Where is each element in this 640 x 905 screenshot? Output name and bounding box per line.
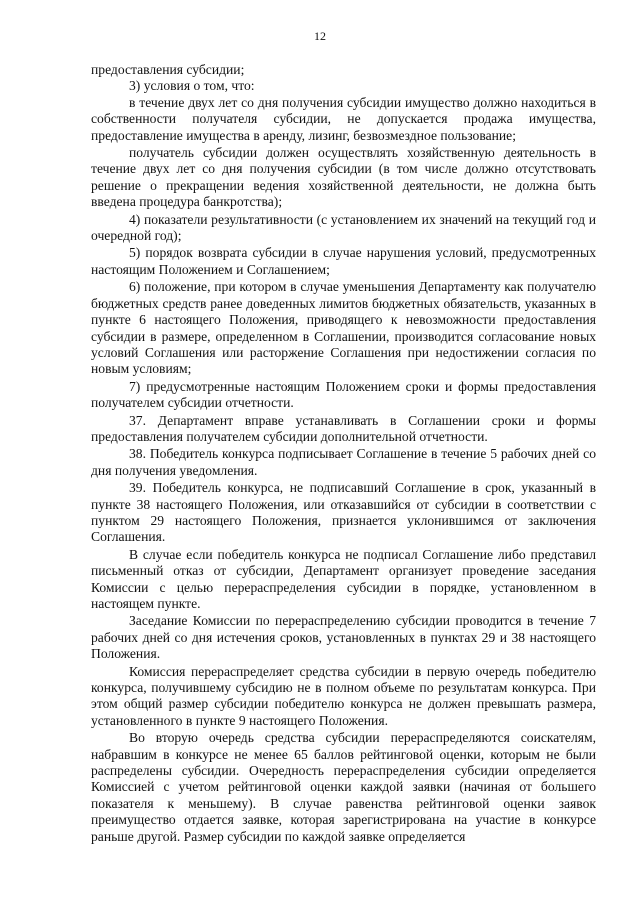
paragraph: 37. Департамент вправе устанавливать в Соглашении сроки и формы предоставления получателем субсидии дополнительной отчетности.: [91, 412, 596, 444]
paragraph: получатель субсидии должен осуществлять хозяйственную деятельность в течение двух лет со дня получения субсидии (в том числе должно отсутствовать решение о прекращении ведения хозяйственной деятельности, не должна быть введена процедура банкротства);: [91, 145, 596, 210]
paragraph: Заседание Комиссии по перераспределению субсидии проводится в течение 7 рабочих дней со дня истечения сроков, установленных в пунктах 29 и 38 настоящего Положения.: [91, 613, 596, 662]
paragraph: 4) показатели результативности (с установлением их значений на текущий год и очередной год);: [91, 211, 596, 244]
paragraph: 7) предусмотренные настоящим Положением сроки и формы предоставления получателем субсидии отчетности.: [91, 378, 596, 411]
paragraph: 3) условия о том, что:: [129, 78, 255, 94]
paragraph: 38. Победитель конкурса подписывает Соглашение в течение 5 рабочих дней со дня получения уведомления.: [91, 446, 596, 478]
paragraph: Во вторую очередь средства субсидии перераспределяются соискателям, набравшим в конкурсе не менее 65 баллов рейтинговой оценки, которым не были распределены субсидии. Очередность перераспределения субсидии определяется Комиссией с учетом рейтинговой оценки каждой заявки (начиная от большего показателя к меньшему). В случае равенства рейтинговой оценки заявок преимущество отдается заявке, которая зарегистрирована на участие в конкурсе раньше другой. Размер субсидии по каждой заявке определяется: [91, 730, 596, 844]
page-number: 12: [314, 29, 326, 43]
paragraph: предоставления субсидии;: [91, 62, 245, 77]
document-body: [91, 62, 596, 845]
paragraph: В случае если победитель конкурса не подписал Соглашение либо представил письменный отказ от субсидии, Департамент организует проведение заседания Комиссии с целью перераспределения субсидии в порядке, установленном в настоящем пункте.: [91, 546, 596, 611]
paragraph: 6) положение, при котором в случае уменьшения Департаменту как получателю бюджетных средств ранее доведенных лимитов бюджетных обязательств, указанных в пункте 6 настоящего Положения, приводящего к невозможности предоставления субсидии в размере, определенном в Соглашении, производится согласование новых условий Соглашения или расторжение Соглашения при недостижении согласия по новым условиям;: [91, 279, 596, 377]
paragraph: 39. Победитель конкурса, не подписавший Соглашение в срок, указанный в пункте 38 настоящего Положения, или отказавшийся от субсидии в соответствии с пунктом 29 настоящего Положения, признается уклонившимся от заключения Соглашения.: [91, 480, 596, 545]
paragraph: 5) порядок возврата субсидии в случае нарушения условий, предусмотренных настоящим Положением и Соглашением;: [91, 245, 596, 277]
paragraph: Комиссия перераспределяет средства субсидии в первую очередь победителю конкурса, получившему субсидию не в полном объеме по результатам конкурса. При этом общий размер субсидии победителю конкурса не должен превышать размера, установленного в пункте 9 настоящего Положения.: [91, 663, 596, 728]
paragraph: в течение двух лет со дня получения субсидии имущество должно находиться в собственности получателя субсидии, не допускается продажа имущества, предоставление имущества в аренду, лизинг, безвозмездное пользование;: [91, 94, 596, 143]
